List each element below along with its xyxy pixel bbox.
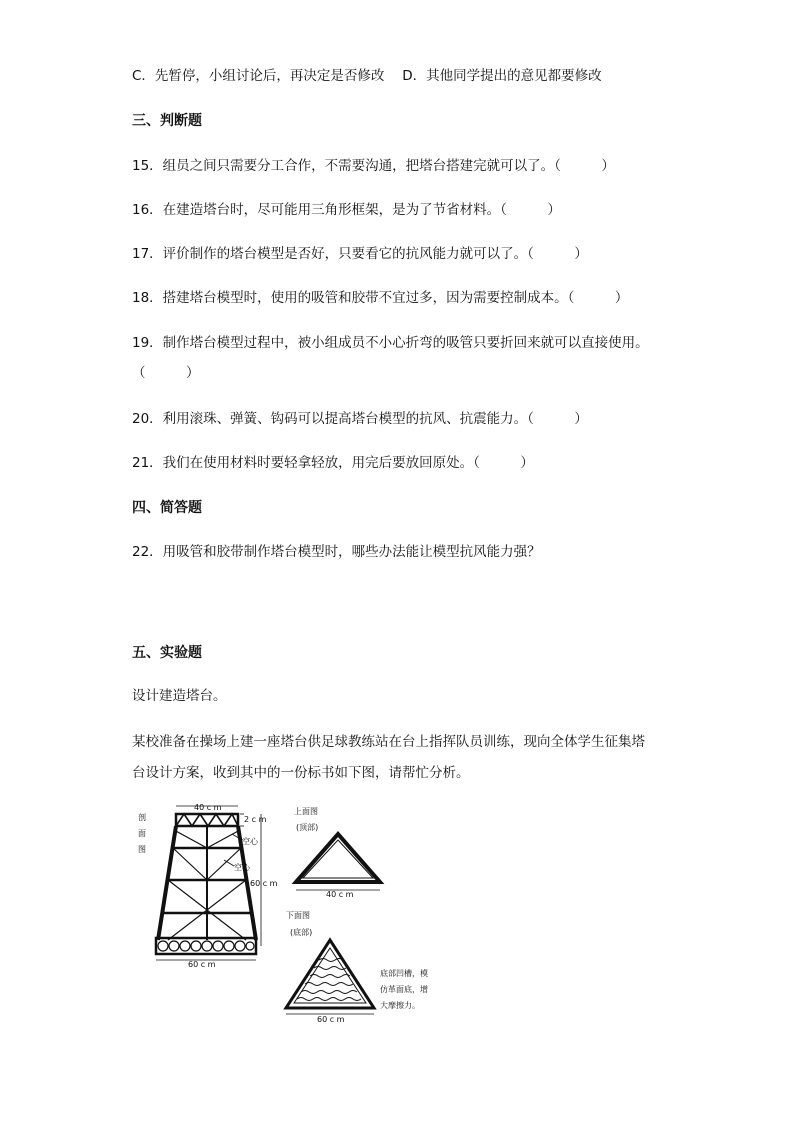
section-label-3: 图 <box>138 845 146 854</box>
tower-design-figure <box>136 800 456 1030</box>
bottom-view-width-label: 60 c m <box>317 1015 345 1024</box>
note-line-2: 仿革面底，增 <box>380 985 428 994</box>
section-heading-judgment: 三、判断题 <box>132 113 202 129</box>
experiment-title: 设计建造塔台。 <box>132 688 227 704</box>
top-width-label: 40 c m <box>194 803 222 812</box>
top-view-triangle <box>296 834 380 882</box>
section-heading-experiment: 五、实验题 <box>132 645 202 661</box>
question-19: 19．制作塔台模型过程中，被小组成员不小心折弯的吸管只要折回来就可以直接使用。 <box>132 335 649 351</box>
line-option-c: C．先暂停，小组讨论后，再决定是否修改 D．其他同学提出的意见都要修改 <box>132 68 602 84</box>
experiment-text-1: 某校准备在操场上建一座塔台供足球教练站在台上指挥队员训练，现向全体学生征集塔 <box>132 734 645 750</box>
bottom-view-title: 下面图 <box>286 911 310 920</box>
section-heading-short-answer: 四、简答题 <box>132 500 202 516</box>
question-18: 18．搭建塔台模型时，使用的吸管和胶带不宜过多，因为需要控制成本。（ ） <box>132 290 629 306</box>
hollow-label-2: 空心 <box>234 863 250 872</box>
section-label-2: 面 <box>138 829 146 838</box>
question-20: 20．利用滚珠、弹簧、钩码可以提高塔台模型的抗风、抗震能力。（ ） <box>132 411 588 427</box>
bottom-view-subtitle: (底部) <box>290 928 313 937</box>
question-19-blank: （ ） <box>132 365 200 381</box>
bottom-width-label: 60 c m <box>188 960 216 969</box>
note-line-3: 大摩擦力。 <box>380 1001 420 1010</box>
top-view-subtitle: (顶部) <box>296 823 319 832</box>
question-22: 22．用吸管和胶带制作塔台模型时，哪些办法能让模型抗风能力强？ <box>132 544 541 560</box>
top-view-title: 上面图 <box>294 807 318 816</box>
base-rollers <box>158 941 254 951</box>
question-21: 21．我们在使用材料时要轻拿轻放，用完后要放回原处。（ ） <box>132 455 534 471</box>
note-line-1: 底部凹槽，模 <box>380 969 428 978</box>
question-16: 16．在建造塔台时，尽可能用三角形框架，是为了节省材料。（ ） <box>132 202 561 218</box>
section-label-1: 剖 <box>138 813 146 822</box>
top-view-width-label: 40 c m <box>326 890 354 899</box>
hollow-label-1: 空心 <box>242 837 258 846</box>
height-label: 60 c m <box>250 879 278 888</box>
question-17: 17．评价制作的塔台模型是否好，只要看它的抗风能力就可以了。（ ） <box>132 246 588 262</box>
experiment-text-2: 台设计方案，收到其中的一份标书如下图，请帮忙分析。 <box>132 765 470 781</box>
bottom-view-triangle <box>286 940 374 1008</box>
question-15: 15．组员之间只需要分工合作，不需要沟通，把塔台搭建完就可以了。（ ） <box>132 158 615 174</box>
top-height-label: 2 c m <box>244 815 267 824</box>
